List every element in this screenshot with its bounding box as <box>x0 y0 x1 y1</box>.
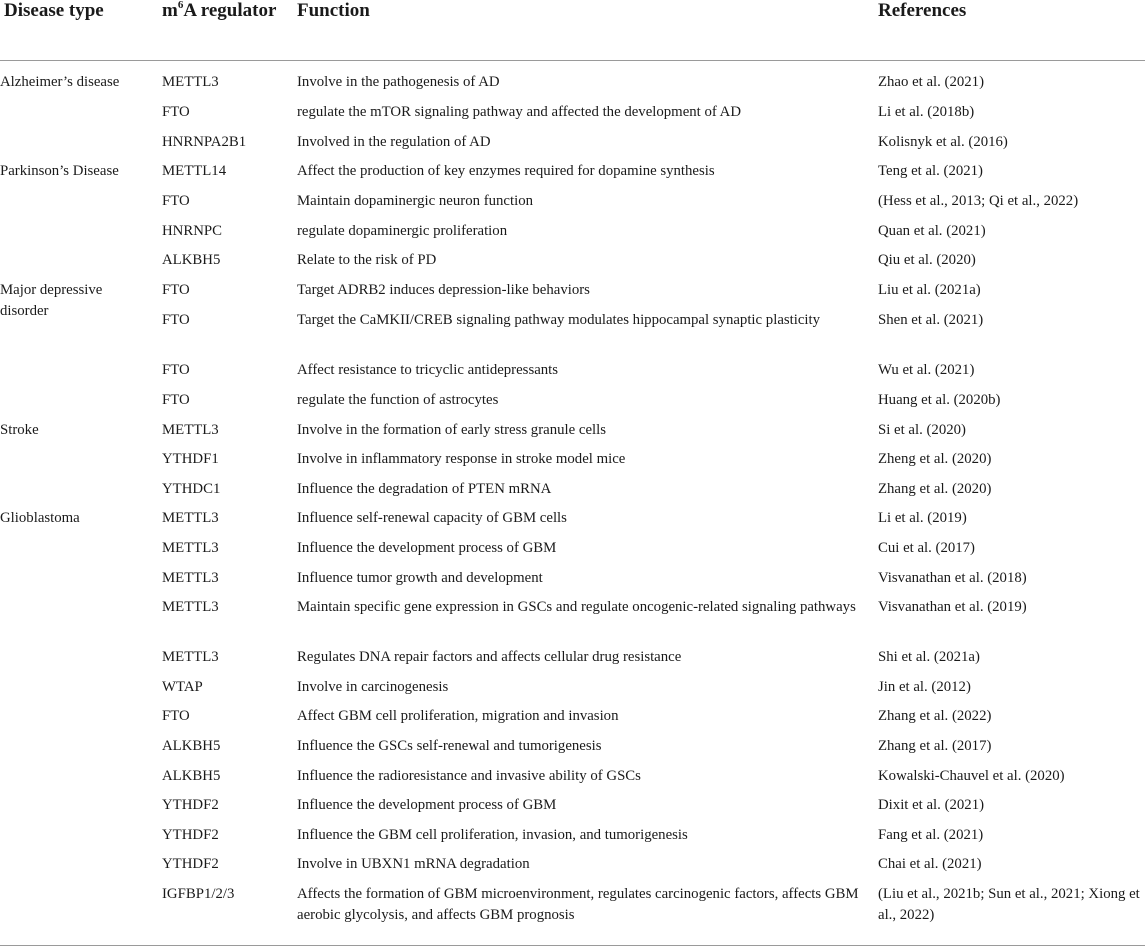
cell-reference: Chai et al. (2021) <box>878 856 982 872</box>
cell-regulator: METTL3 <box>162 599 219 615</box>
cell-reference: Huang et al. (2020b) <box>878 392 1001 408</box>
cell-regulator: ALKBH5 <box>162 738 221 754</box>
cell-disease-type: Stroke <box>0 422 39 438</box>
cell-regulator: YTHDF2 <box>162 797 219 813</box>
cell-reference: Zhang et al. (2017) <box>878 738 992 754</box>
cell-regulator: WTAP <box>162 679 203 695</box>
cell-reference: Fang et al. (2021) <box>878 827 984 843</box>
cell-function: Involve in the formation of early stress granule cells <box>297 422 606 438</box>
cell-regulator: FTO <box>162 312 190 328</box>
cell-regulator: METTL14 <box>162 163 227 179</box>
cell-function: Maintain specific gene expression in GSCs and regulate oncogenic-related signaling pathways <box>297 599 856 615</box>
cell-reference: (Liu et al., 2021b; Sun et al., 2021; Xiong et al., 2022) <box>878 886 1140 923</box>
cell-disease-type: Glioblastoma <box>0 510 80 526</box>
cell-reference: Liu et al. (2021a) <box>878 282 981 298</box>
cell-regulator: HNRNPA2B1 <box>162 134 247 150</box>
cell-function: regulate the mTOR signaling pathway and affected the development of AD <box>297 104 742 120</box>
cell-function: Involve in the pathogenesis of AD <box>297 74 500 90</box>
cell-function: Affects the formation of GBM microenvironment, regulates carcinogenic factors, affects GBM aerobic glycolysis, and affects GBM prognosis <box>297 886 859 923</box>
cell-reference: Cui et al. (2017) <box>878 540 975 556</box>
cell-disease-type: Major depressive disorder <box>0 282 103 319</box>
cell-regulator: METTL3 <box>162 510 219 526</box>
cell-function: Influence self-renewal capacity of GBM cells <box>297 510 567 526</box>
cell-function: Affect the production of key enzymes required for dopamine synthesis <box>297 163 715 179</box>
header-regulator-superscript: 6 <box>177 0 184 11</box>
cell-reference: Kowalski-Chauvel et al. (2020) <box>878 768 1065 784</box>
cell-function: Affect GBM cell proliferation, migration and invasion <box>297 708 619 724</box>
cell-function: Influence the GSCs self-renewal and tumorigenesis <box>297 738 602 754</box>
cell-regulator: METTL3 <box>162 74 219 90</box>
cell-regulator: YTHDF2 <box>162 856 219 872</box>
cell-function: Involve in inflammatory response in stroke model mice <box>297 451 626 467</box>
cell-reference: (Hess et al., 2013; Qi et al., 2022) <box>878 193 1079 209</box>
table-header <box>0 0 1145 61</box>
cell-function: Involve in UBXN1 mRNA degradation <box>297 856 530 872</box>
cell-reference: Zhang et al. (2022) <box>878 708 992 724</box>
cell-function: Influence the development process of GBM <box>297 540 557 556</box>
cell-reference: Zhao et al. (2021) <box>878 74 985 90</box>
header-regulator-prefix: m <box>162 0 178 21</box>
cell-function: Target the CaMKII/CREB signaling pathway modulates hippocampal synaptic plasticity <box>297 312 821 328</box>
cell-reference: Visvanathan et al. (2018) <box>878 570 1027 586</box>
cell-reference: Jin et al. (2012) <box>878 679 971 695</box>
cell-reference: Li et al. (2019) <box>878 510 967 526</box>
cell-regulator: YTHDC1 <box>162 481 221 497</box>
cell-disease-type: Alzheimer’s disease <box>0 74 120 90</box>
header-m6a-regulator <box>162 0 282 22</box>
cell-reference: Zhang et al. (2020) <box>878 481 992 497</box>
cell-regulator: HNRNPC <box>162 223 223 239</box>
cell-reference: Qiu et al. (2020) <box>878 252 976 268</box>
cell-function: Affect resistance to tricyclic antidepressants <box>297 362 559 378</box>
cell-function: Influence the GBM cell proliferation, invasion, and tumorigenesis <box>297 827 688 843</box>
cell-regulator: FTO <box>162 282 190 298</box>
cell-reference: Wu et al. (2021) <box>878 362 975 378</box>
cell-regulator: FTO <box>162 708 190 724</box>
cell-function: Influence tumor growth and development <box>297 570 543 586</box>
cell-disease-type: Parkinson’s Disease <box>0 163 119 179</box>
cell-reference: Shi et al. (2021a) <box>878 649 980 665</box>
cell-function: Influence the radioresistance and invasive ability of GSCs <box>297 768 641 784</box>
cell-function: Target ADRB2 induces depression-like behaviors <box>297 282 590 298</box>
cell-function: Regulates DNA repair factors and affects cellular drug resistance <box>297 649 682 665</box>
cell-function: regulate the function of astrocytes <box>297 392 499 408</box>
cell-reference: Shen et al. (2021) <box>878 312 984 328</box>
cell-reference: Visvanathan et al. (2019) <box>878 599 1027 615</box>
cell-reference: Teng et al. (2021) <box>878 163 983 179</box>
cell-regulator: IGFBP1/2/3 <box>162 886 235 902</box>
cell-regulator: METTL3 <box>162 570 219 586</box>
cell-reference: Si et al. (2020) <box>878 422 966 438</box>
cell-regulator: FTO <box>162 104 190 120</box>
cell-regulator: YTHDF1 <box>162 451 219 467</box>
cell-function: Influence the degradation of PTEN mRNA <box>297 481 552 497</box>
header-references: References <box>878 0 967 21</box>
cell-regulator: FTO <box>162 362 190 378</box>
cell-regulator: YTHDF2 <box>162 827 219 843</box>
bottom-rule <box>0 945 1145 946</box>
cell-function: Relate to the risk of PD <box>297 252 437 268</box>
cell-reference: Quan et al. (2021) <box>878 223 986 239</box>
cell-function: Influence the development process of GBM <box>297 797 557 813</box>
header-function: Function <box>297 0 370 21</box>
cell-regulator: FTO <box>162 193 190 209</box>
cell-regulator: METTL3 <box>162 422 219 438</box>
cell-reference: Zheng et al. (2020) <box>878 451 992 467</box>
cell-reference: Li et al. (2018b) <box>878 104 975 120</box>
cell-function: Involved in the regulation of AD <box>297 134 491 150</box>
cell-reference: Kolisnyk et al. (2016) <box>878 134 1008 150</box>
cell-function: Maintain dopaminergic neuron function <box>297 193 534 209</box>
header-regulator-suffix: A regulator <box>183 0 277 21</box>
cell-function: regulate dopaminergic proliferation <box>297 223 508 239</box>
cell-regulator: FTO <box>162 392 190 408</box>
header-disease-type: Disease type <box>4 0 104 21</box>
cell-function: Involve in carcinogenesis <box>297 679 449 695</box>
cell-regulator: ALKBH5 <box>162 252 221 268</box>
cell-regulator: METTL3 <box>162 540 219 556</box>
cell-regulator: ALKBH5 <box>162 768 221 784</box>
cell-reference: Dixit et al. (2021) <box>878 797 985 813</box>
cell-regulator: METTL3 <box>162 649 219 665</box>
